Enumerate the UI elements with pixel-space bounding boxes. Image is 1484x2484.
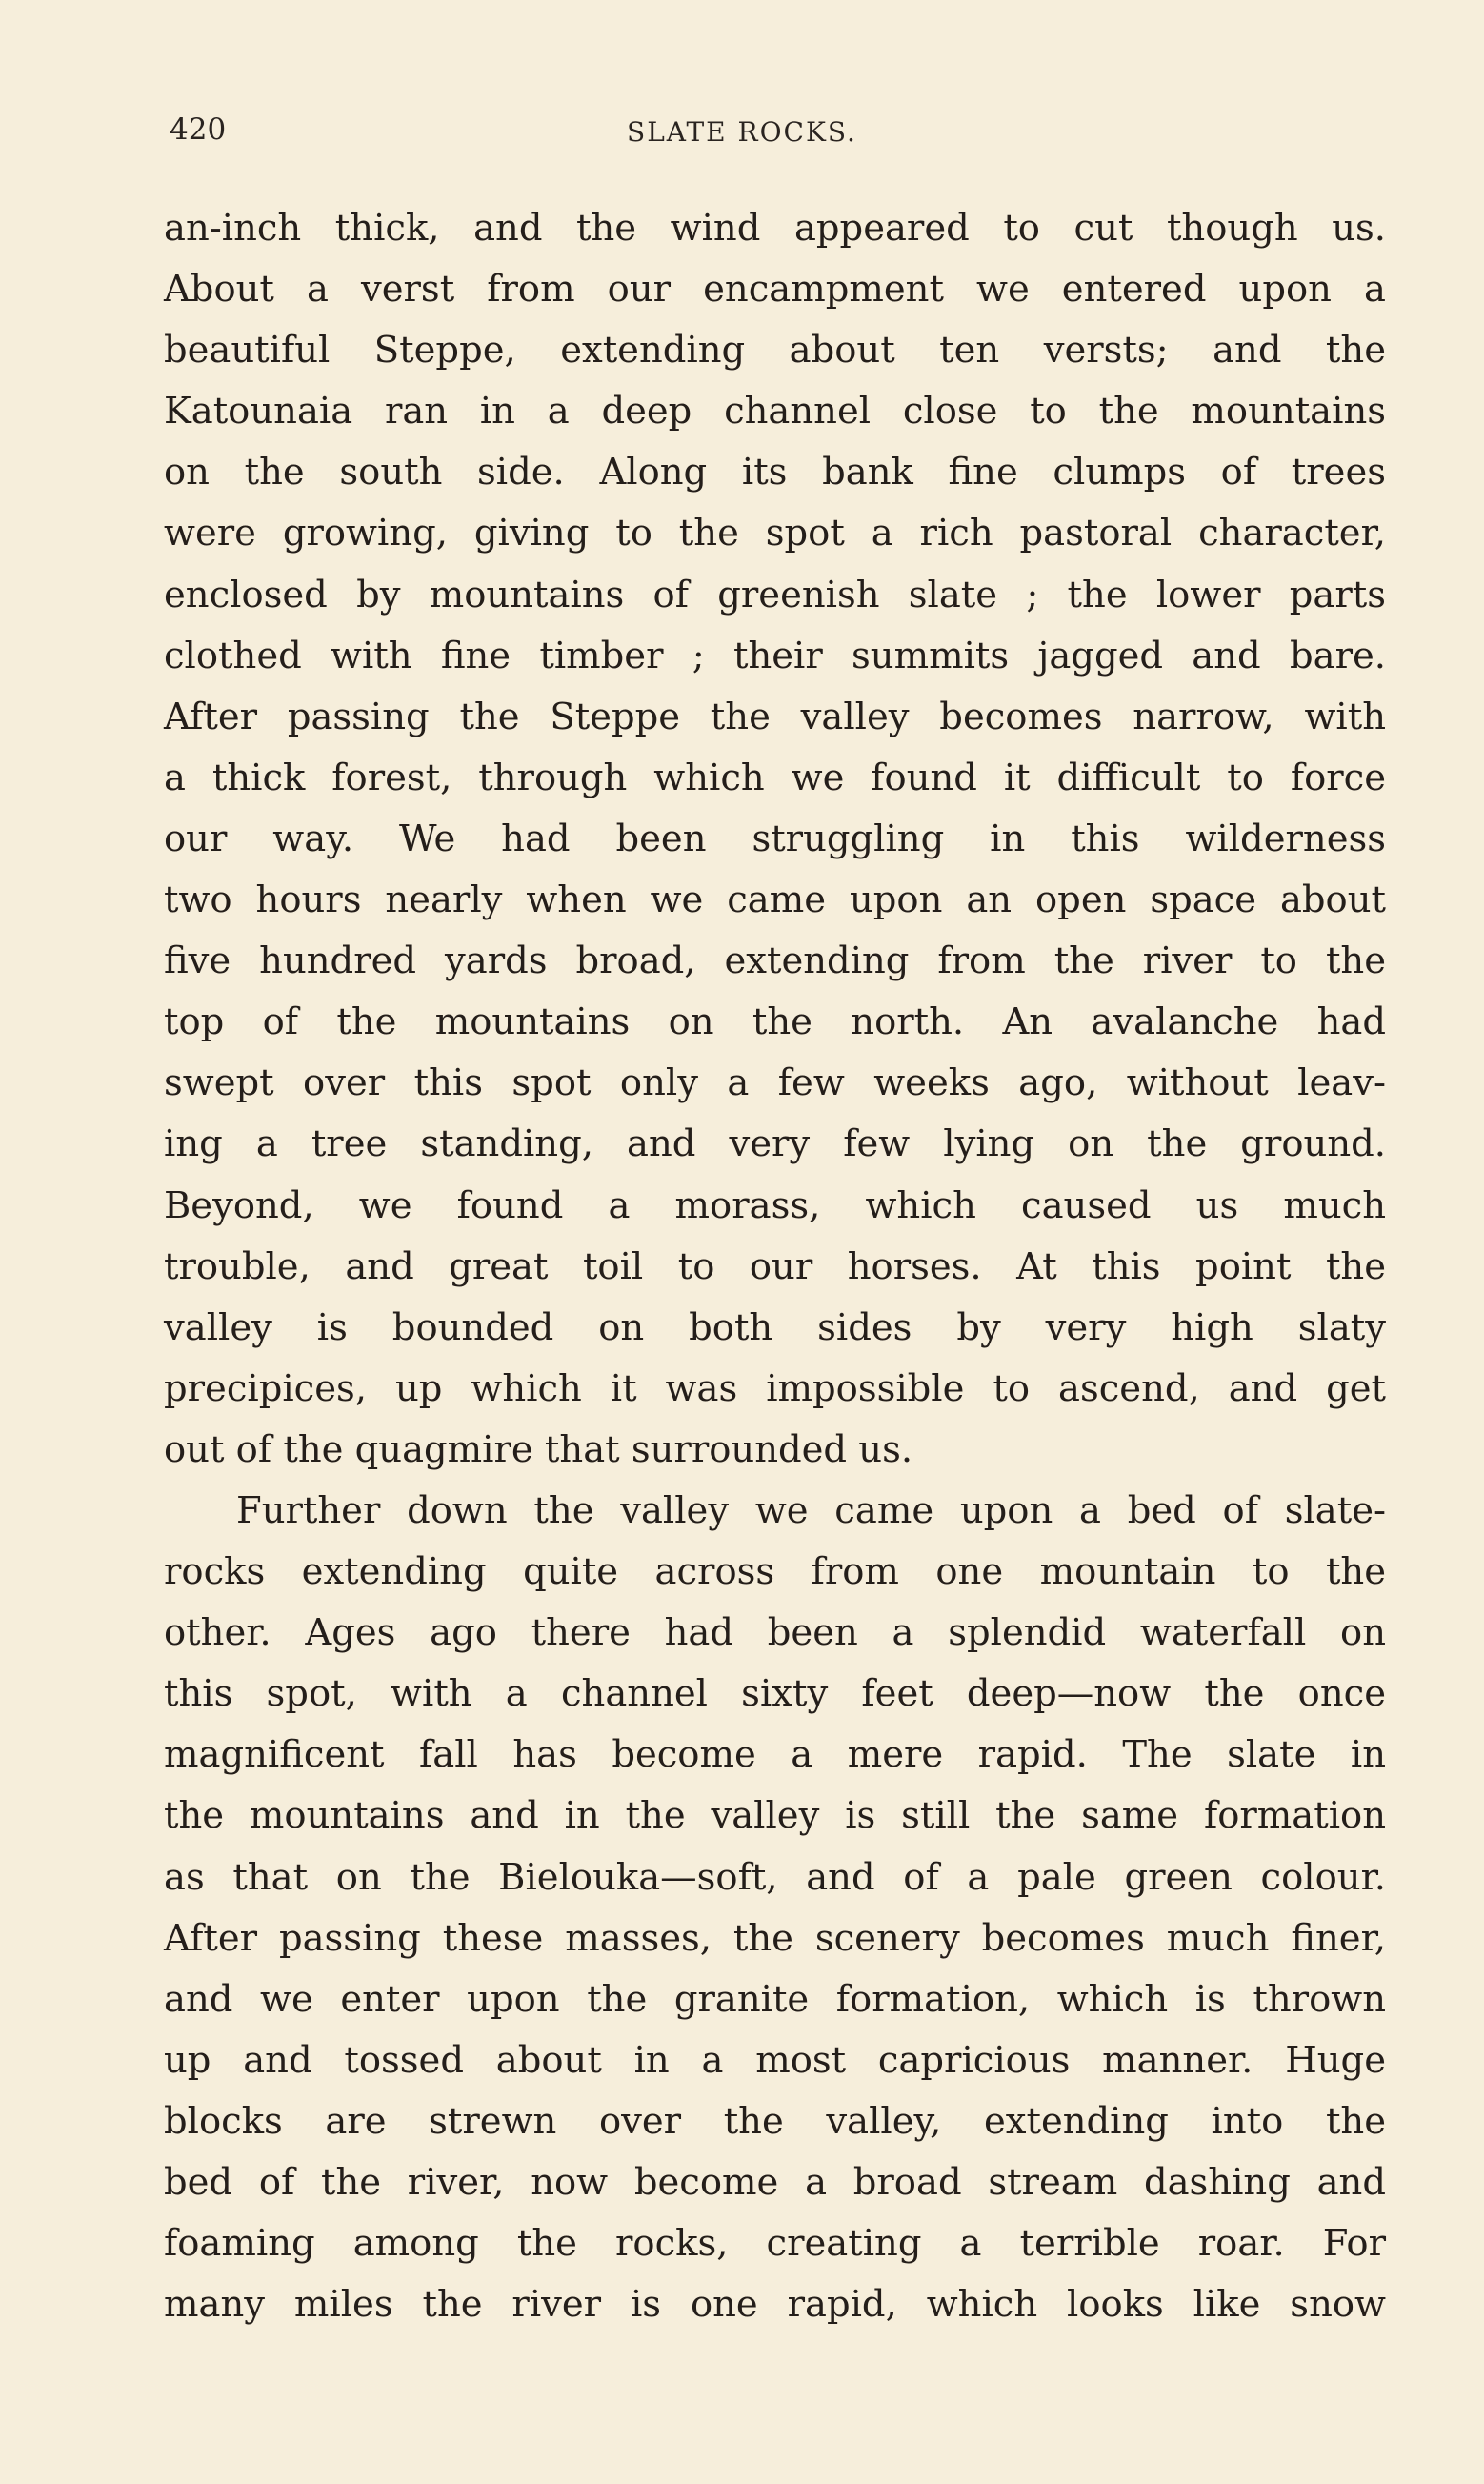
text-line: enclosed by mountains of greenish slate ; the lower parts	[164, 573, 1386, 616]
text-line: on the south side. Along its bank fine clumps of trees	[164, 451, 1386, 495]
text-line: two hours nearly when we came upon an open space about	[164, 878, 1386, 922]
text-line: this spot, with a channel sixty feet deep—now the once	[164, 1672, 1386, 1716]
text-line: Katounaia ran in a deep channel close to the mountains	[164, 390, 1386, 434]
paragraph-start-line: Further down the valley we came upon a bed of slate-	[236, 1488, 1386, 1532]
text-line: bed of the river, now become a broad stream dashing and	[164, 2161, 1386, 2204]
text-line: top of the mountains on the north. An avalanche had	[164, 1000, 1386, 1044]
text-line: trouble, and great toil to our horses. At this point the	[164, 1244, 1386, 1288]
text-line: valley is bounded on both sides by very high slaty	[164, 1305, 1386, 1349]
text-line: up and tossed about in a most capricious manner. Huge	[164, 2038, 1386, 2082]
text-line: the mountains and in the valley is still the same formation	[164, 1794, 1386, 1838]
text-line: swept over this spot only a few weeks ago, without leav-	[164, 1061, 1386, 1105]
text-line: were growing, giving to the spot a rich pastoral character,	[164, 512, 1386, 555]
text-line: our way. We had been struggling in this wilderness	[164, 817, 1386, 860]
text-line: Beyond, we found a morass, which caused us much	[164, 1183, 1386, 1227]
text-line: clothed with fine timber ; their summits jagged and bare.	[164, 634, 1386, 677]
page-number: 420	[170, 112, 227, 147]
text-line: as that on the Bielouka—soft, and of a pale green colour.	[164, 1855, 1386, 1899]
text-line: five hundred yards broad, extending from the river to the	[164, 939, 1386, 983]
paragraph-end-line: out of the quagmire that surrounded us.	[164, 1427, 913, 1471]
text-line: and we enter upon the granite formation, which is thrown	[164, 1977, 1386, 2021]
text-line: About a verst from our encampment we entered upon a	[164, 268, 1386, 312]
text-line: ing a tree standing, and very few lying on the ground.	[164, 1122, 1386, 1166]
text-line: blocks are strewn over the valley, extending into the	[164, 2099, 1386, 2143]
text-line: After passing these masses, the scenery becomes much finer,	[164, 1916, 1386, 1960]
text-line: magnificent fall has become a mere rapid. The slate in	[164, 1733, 1386, 1777]
text-line: a thick forest, through which we found it difficult to force	[164, 756, 1386, 799]
body-text	[164, 198, 1386, 2335]
text-line: other. Ages ago there had been a splendid waterfall on	[164, 1611, 1386, 1655]
text-line: rocks extending quite across from one mountain to the	[164, 1550, 1386, 1594]
text-line: After passing the Steppe the valley becomes narrow, with	[164, 695, 1386, 738]
running-head: SLATE ROCKS.	[627, 116, 857, 148]
text-line: precipices, up which it was impossible to ascend, and get	[164, 1366, 1386, 1410]
text-line: an-inch thick, and the wind appeared to cut though us.	[164, 207, 1386, 250]
text-line: foaming among the rocks, creating a terrible roar. For	[164, 2222, 1386, 2266]
text-line: beautiful Steppe, extending about ten versts; and the	[164, 329, 1386, 373]
text-line: many miles the river is one rapid, which looks like snow	[164, 2283, 1386, 2327]
